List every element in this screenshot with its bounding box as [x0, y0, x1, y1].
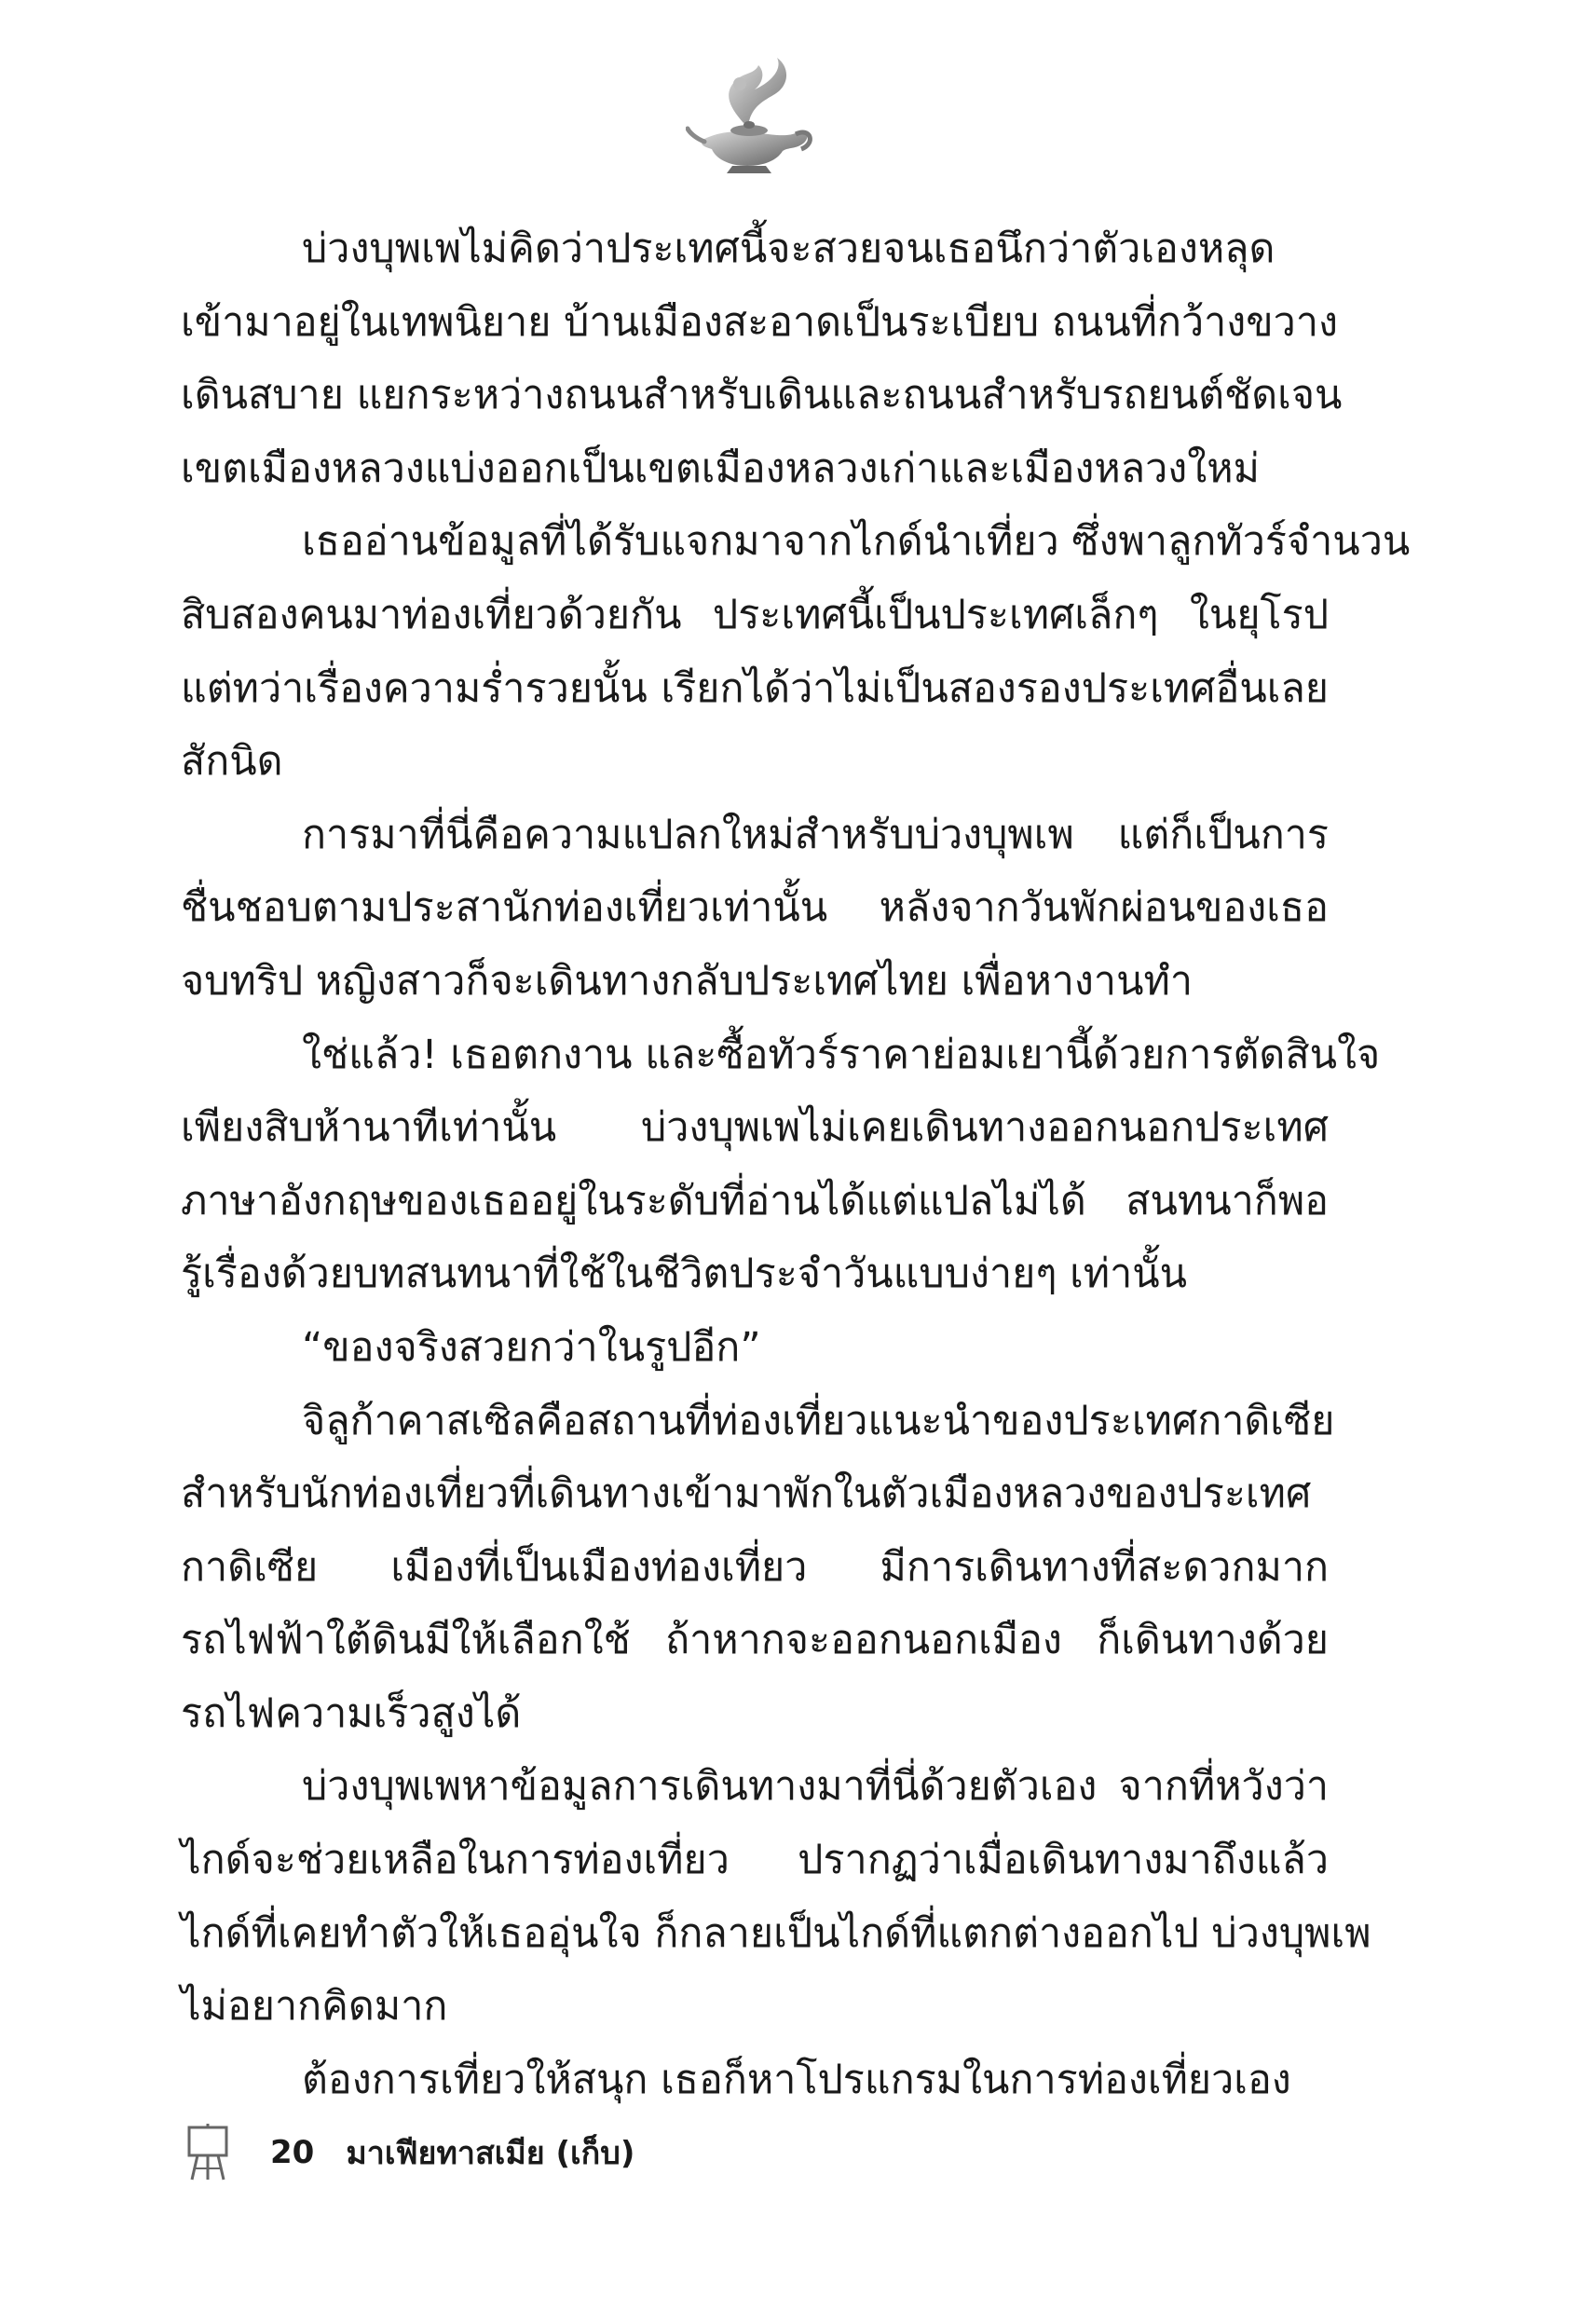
text-line: เพียงสิบห้านาทีเท่านั้น บ่วงบุพเพไม่เคยเดินทางออกนอกประเทศ	[181, 1104, 1329, 1152]
paragraph	[181, 2044, 1329, 2117]
text-line: บ่วงบุพเพหาข้อมูลการเดินทางมาที่นี่ด้วยตัวเอง จากที่หวังว่า	[302, 1763, 1329, 1811]
text-line: รถไฟฟ้าใต้ดินมีให้เลือกใช้ ถ้าหากจะออกนอกเมือง ก็เดินทางด้วย	[181, 1617, 1329, 1664]
text-line: ไกด์จะช่วยเหลือในการท่องเที่ยว ปรากฏว่าเมื่อเดินทางมาถึงแล้ว	[181, 1837, 1329, 1884]
paragraph	[181, 1750, 1371, 2043]
text-line: จบทริป หญิงสาวก็จะเดินทางกลับประเทศไทย เพื่อหางานทำ	[181, 957, 1193, 1005]
text-line: ภาษาอังกฤษของเธออยู่ในระดับที่อ่านได้แต่แปลไม่ได้ สนทนาก็พอ	[181, 1177, 1329, 1224]
paragraph	[181, 1385, 1335, 1751]
paragraph	[181, 799, 1329, 1019]
text-line: สิบสองคนมาท่องเที่ยวด้วยกัน ประเทศนี้เป็นประเทศเล็กๆ ในยุโรป	[181, 591, 1329, 638]
dialogue-paragraph	[181, 1311, 1329, 1385]
book-title: มาเฟียทาสเมีย (เก็บ)	[346, 2135, 635, 2172]
text-line: บ่วงบุพเพไม่คิดว่าประเทศนี้จะสวยจนเธอนึกว่าตัวเองหลุด	[302, 226, 1275, 272]
genie-lamp-icon	[686, 54, 816, 180]
text-line: สักนิด	[181, 738, 283, 786]
paragraph	[181, 1019, 1381, 1311]
text-line: ชื่นชอบตามประสานักท่องเที่ยวเท่านั้น หลังจากวันพักผ่อนของเธอ	[181, 884, 1329, 932]
text-line: เข้ามาอยู่ในเทพนิยาย บ้านเมืองสะอาดเป็นระเบียบ ถนนที่กว้างขวาง	[181, 298, 1338, 346]
page-footer	[186, 2125, 634, 2181]
text-line: ใช่แล้ว! เธอตกงาน และซื้อทัวร์ราคาย่อมเยานี้ด้วยการตัดสินใจ	[302, 1031, 1381, 1078]
dialogue-line: “ของจริงสวยกว่าในรูปอีก”	[302, 1323, 761, 1371]
text-line: ไม่อยากคิดมาก	[181, 1983, 448, 2031]
text-line: รถไฟความเร็วสูงได้	[181, 1689, 522, 1737]
text-line: ต้องการเที่ยวให้สนุก เธอก็หาโปรแกรมในการท่องเที่ยวเอง	[302, 2056, 1291, 2103]
paragraph	[181, 505, 1411, 798]
easel-icon	[186, 2124, 229, 2181]
text-line: เธออ่านข้อมูลที่ได้รับแจกมาจากไกด์นำเที่ยว ซึ่งพาลูกทัวร์จำนวน	[302, 518, 1411, 566]
page-number: 20	[270, 2134, 315, 2171]
text-line: สำหรับนักท่องเที่ยวที่เดินทางเข้ามาพักในตัวเมืองหลวงของประเทศ	[181, 1470, 1312, 1518]
text-line: การมาที่นี่คือความแปลกใหม่สำหรับบ่วงบุพเพ แต่ก็เป็นการ	[302, 811, 1329, 858]
text-line: กาดิเซีย เมืองที่เป็นเมืองท่องเที่ยว มีการเดินทางที่สะดวกมาก	[181, 1543, 1329, 1591]
body-text	[181, 212, 1411, 2116]
text-line: เดินสบาย แยกระหว่างถนนสำหรับเดินและถนนสำหรับรถยนต์ชัดเจน	[181, 372, 1343, 419]
text-line: ไกด์ที่เคยทำตัวให้เธออุ่นใจ ก็กลายเป็นไกด์ที่แตกต่างออกไป บ่วงบุพเพ	[181, 1909, 1371, 1957]
paragraph	[181, 212, 1343, 505]
text-line: จิลูก้าคาสเซิลคือสถานที่ท่องเที่ยวแนะนำของประเทศกาดิเซีย	[302, 1397, 1335, 1444]
text-line: แต่ทว่าเรื่องความร่ำรวยนั้น เรียกได้ว่าไม่เป็นสองรองประเทศอื่นเลย	[181, 664, 1329, 712]
text-line: เขตเมืองหลวงแบ่งออกเป็นเขตเมืองหลวงเก่าและเมืองหลวงใหม่	[181, 444, 1260, 492]
text-line: รู้เรื่องด้วยบทสนทนาที่ใช้ในชีวิตประจำวันแบบง่ายๆ เท่านั้น	[181, 1251, 1188, 1298]
